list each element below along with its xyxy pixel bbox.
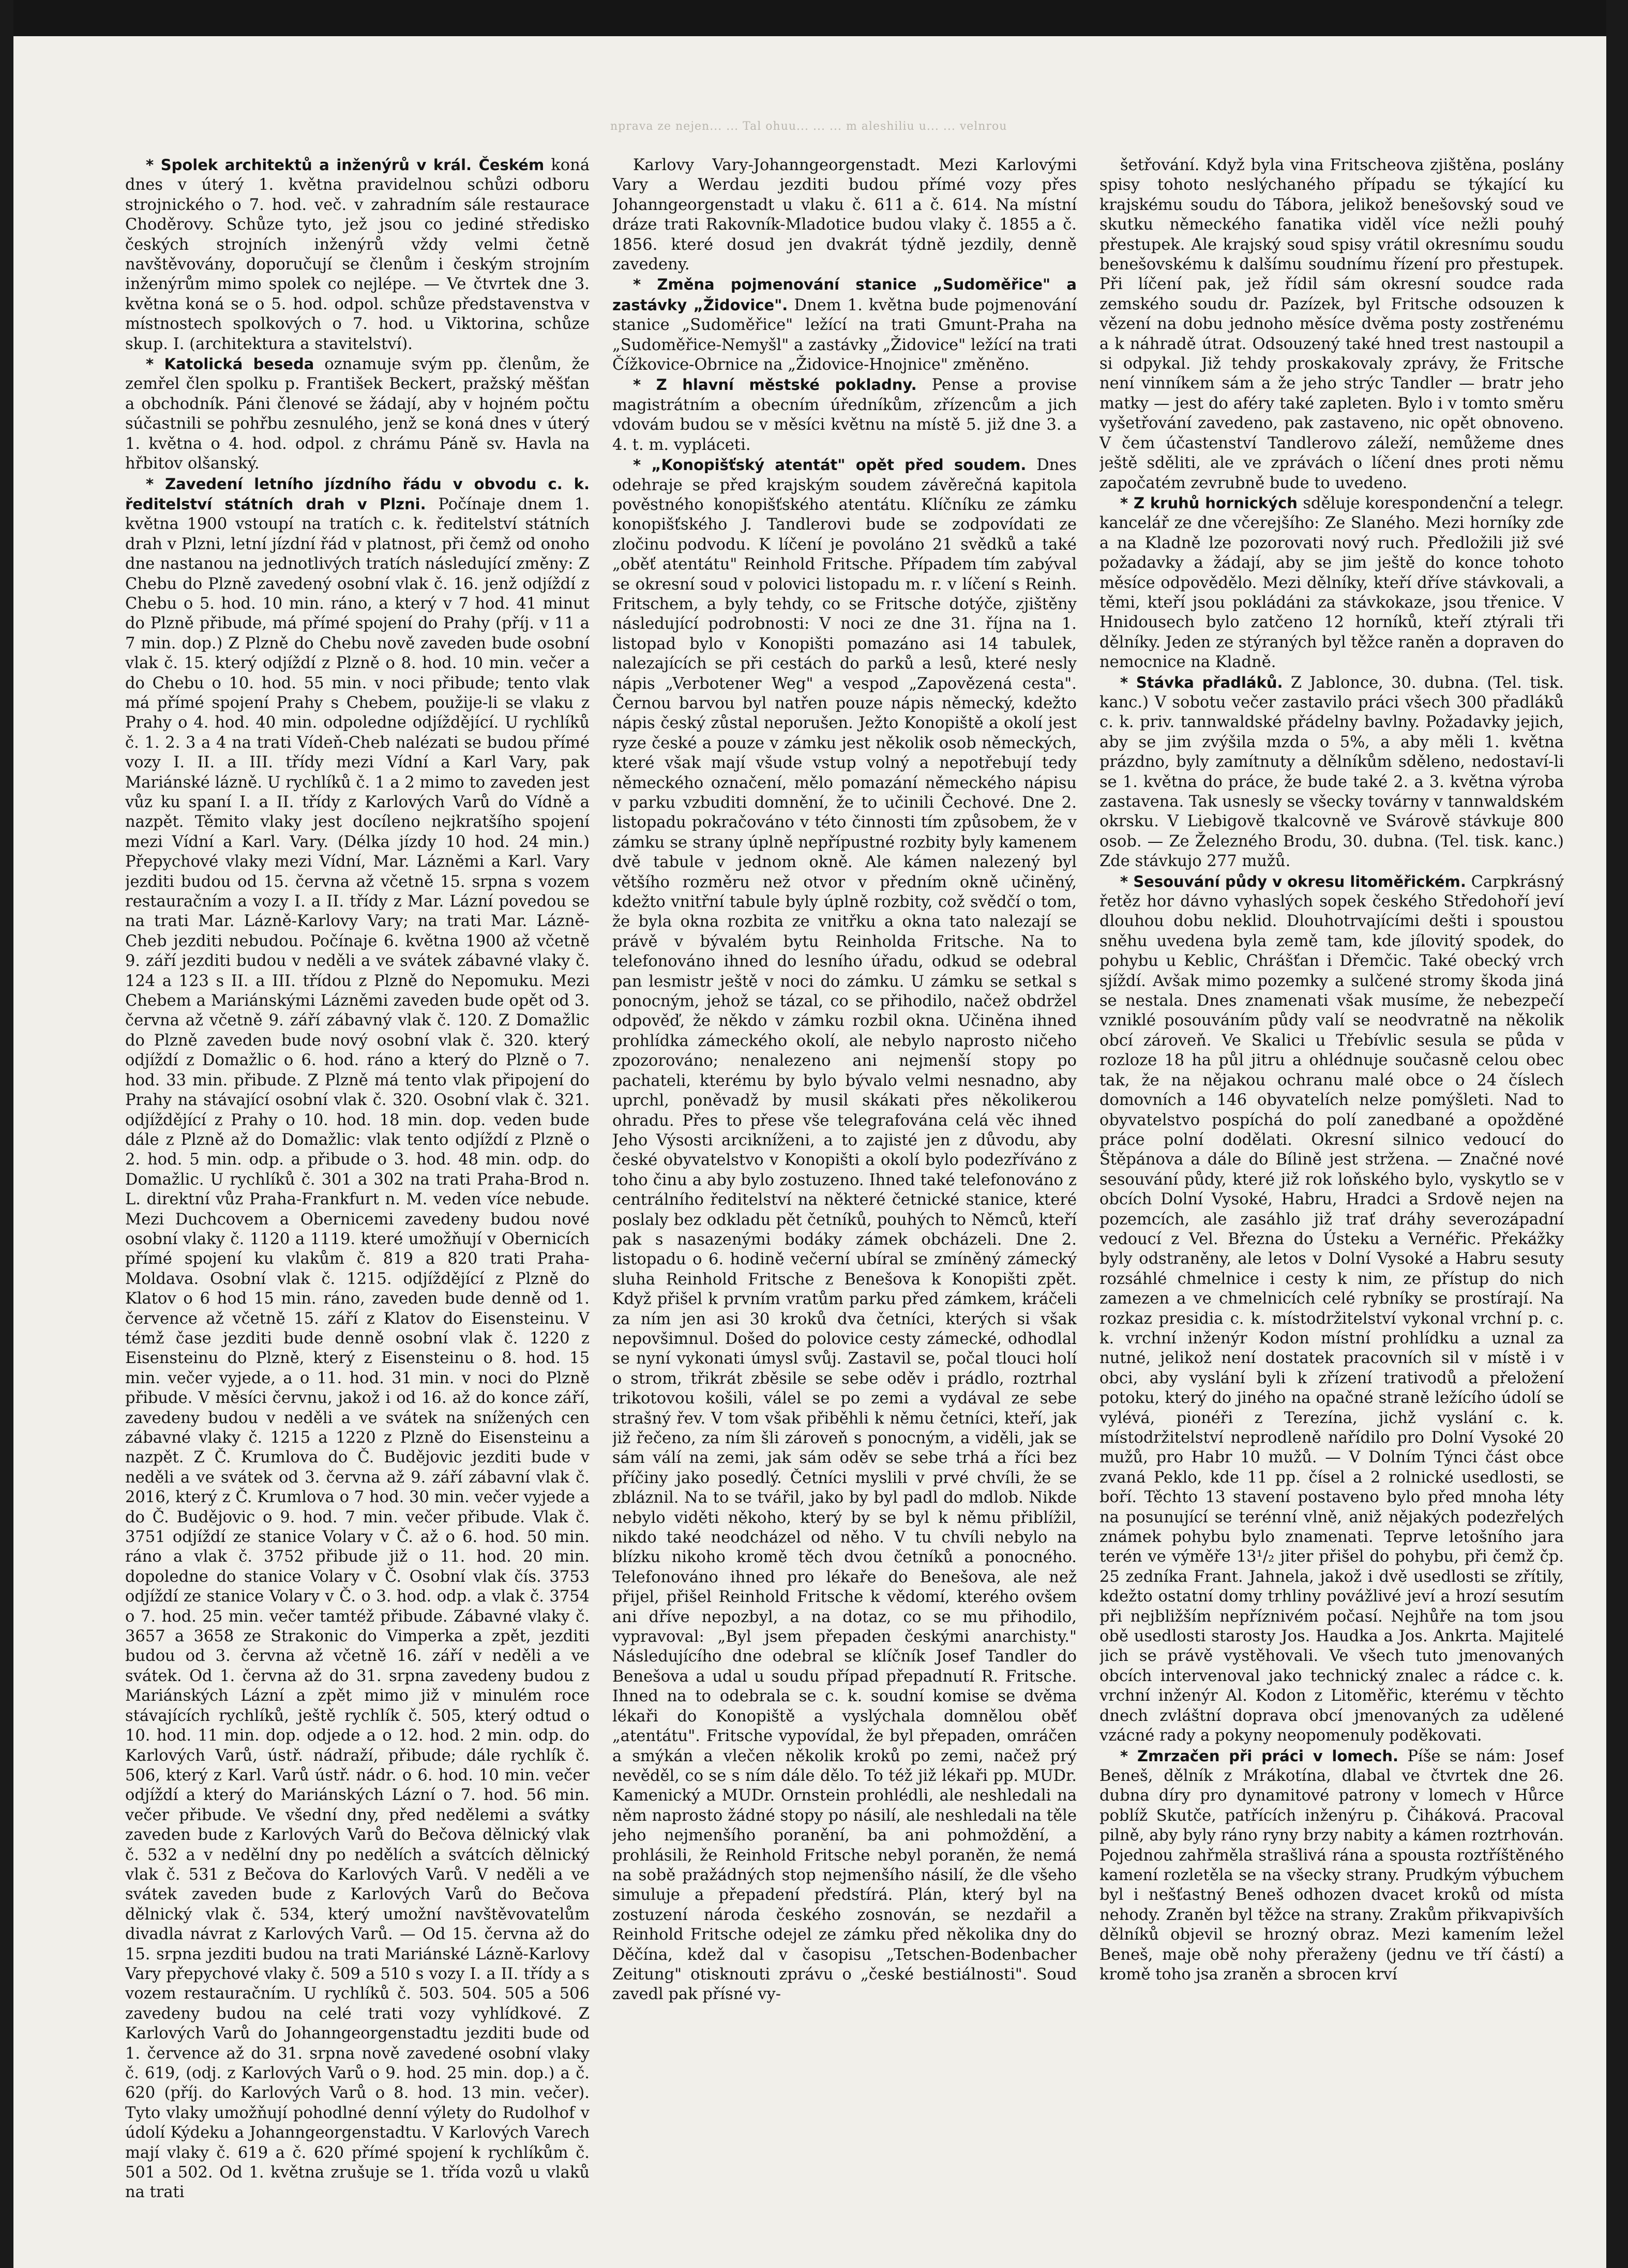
article-landslide — [1099, 872, 1564, 1746]
article-body: oznamuje svým pp. členům, že zemřel člen spolku p. František Beckert, pražský měšťan a obchodník. Páni členové se žádají, aby v hojném počtu súčastnili se pohřbu zesnulého, jenž se koná dnes v úterý 1. května o 4. hod. odpol. z chrámu Páně sv. Havla na hřbitov olšanský. — [125, 355, 590, 473]
article-heading: * Sesouvání půdy v okresu litoměřickém. — [1120, 872, 1466, 890]
article-body: šetřování. Když byla vina Fritscheova zjištěna, poslány spisy tohoto neslýchaného případu se týkající ku krajskému soudu do Tábora, jelikož benešovský soud ve skutku německého fanatika viděl více nežli pouhý přestupek. Ale krajský soud spisy vrátil okresnímu soudu benešovskému k dalšímu soudnímu řízení pro přestupek. Při líčení pak, jež řídil sám okresní soudce rada zemského soudu dr. Pazízek, byl Fritsche odsouzen k vězení na dobu jednoho měsíce dvěma posty zostřenému a k náhradě útrat. Odsouzený také hned trest nastoupil a si odpykal. Již tehdy proskakovaly zprávy, že Fritsche není vinníkem sám a že jeho strýc Tandler — bratr jeho matky — jest do aféry také zapleten. Bylo i v tomto směru vyšetřování zavedeno, pak zastaveno, nic opět obnoveno. V čem účastenství Tandlerovo záleží, nemůžeme dnes ještě sděliti, ale ve zprávách o líčení dnes proti němu započatém zevrubně bude to uvedeno. — [1099, 156, 1564, 492]
article-heading: * Změna pojmenování stanice „Sudoměřice" a zastávky „Židovice". — [612, 276, 1077, 314]
article-body: Pense a provise magistrátním a obecním úředníkům, zřízencům a jich vdovám budou se v měsíci květnu na místě 5. již dne 3. a 4. t. m. vypláceti. — [612, 376, 1077, 454]
article-miners — [1099, 493, 1564, 673]
scan-border-right — [1606, 0, 1628, 2268]
article-heading: * Zavedení letního jízdního řádu v obvodu c. k. ředitelství státních drah v Plzni. — [125, 475, 590, 513]
column-2 — [612, 155, 1077, 2255]
article-heading: * Z kruhů hornických — [1120, 494, 1298, 512]
article-heading: * „Konopišťský atentát" opět před soudem. — [633, 456, 1027, 474]
article-heading: * Katolická beseda — [146, 355, 314, 373]
article-heading: * Spolek architektů a inženýrů v král. Českém — [146, 156, 545, 174]
article-body: Počínaje dnem 1. května 1900 vstoupí na tratích c. k. ředitelství státních drah v Plzni, letní jízdní řád v platnost, při čemž od onoho dne nastanou na jednotlivých tratích následující změny: Z Chebu do Plzně zavedený osobní vlak č. 16. jenž odjíždí z Chebu o 5. hod. 10 min. ráno, a který v 7 hod. 41 minut do Plzně přibude, má přímé spojení do Prahy (příj. v 11 a 7 min. dop.) Z Plzně do Chebu nově zaveden bude osobní vlak č. 15. který odjíždí z Plzně o 8. hod. 10 min. večer a do Chebu o 10. hod. 55 min. v noci přibude; tento vlak má přímé spojení Prahy s Chebem, použije-li se vlaku z Prahy o 4. hod. 40 min. odpoledne odjíždějící. U rychlíků č. 1. 2. 3 a 4 na trati Vídeň-Cheb nalézati se budou přímé vozy I. II. a III. třídy mezi Vídní a Karl Vary, pak Mariánské lázně. U rychlíků č. 1 a 2 mimo to zaveden jest vůz ku spaní I. a II. třídy z Karlových Varů do Vídně a nazpět. Těmito vlaky jest docíleno nejkratšího spojení mezi Vídní a Karl. Vary. (Délka jízdy 10 hod. 24 min.) Přepychové vlaky mezi Vídní, Mar. Lázněmi a Karl. Vary jezditi budou od 15. června až včetně 15. srpna s vozem restauračním a vozy I. a II. třídy z Mar. Lázní povedou se na trati Mar. Lázně-Karlovy Vary; na trati Mar. Lázně-Cheb jezditi nebudou. Počínaje 6. května 1900 až včetně 9. září jezditi budou v neděli a ve svátek zábavné vlaky č. 124 a 123 s II. a III. třídou z Plzně do Nepomuku. Mezi Chebem a Mariánskými Lázněmi zaveden bude opět od 3. června až včetně 9. září zábavný vlak č. 120. Z Domažlic do Plzně zaveden bude nový osobní vlak č. 320. který odjíždí z Domažlic o 6. hod. ráno a který do Plzně o 7. hod. 33 min. přibude. Z Plzně má tento vlak připojení do Prahy na stávající osobní vlak č. 320. Osobní vlak č. 321. odjíždějící z Prahy o 10. hod. 18 min. dop. veden bude dále z Plzně až do Domažlic: vlak tento odjíždí z Plzně o 2. hod. 5 min. odp. a přibude o 3. hod. 48 min. odp. do Domažlic. U rychlíků č. 301 a 302 na trati Praha-Brod n. L. direktní vůz Praha-Frankfurt n. M. veden více nebude. Mezi Duchcovem a Obernicemi zavedeny budou nové osobní vlaky č. 1120 a 1119. které umožňují v Obernicích přímé spojení ku vlakům č. 819 a 820 trati Praha-Moldava. Osobní vlak č. 1215. odjíždějící z Plzně do Klatov o 6 hod 15 min. ráno, zaveden bude denně od 1. července až včetně 15. září z Klatov do Eisensteinu. V témž čase jezditi bude denně osobní vlak č. 1220 z Eisensteinu do Plzně, který z Eisensteinu o 8. hod. 15 min. večer vyjede, a o 11. hod. 31 min. v noci do Plzně přibude. V měsíci červnu, jakož i od 16. až do konce září, zavedeny budou v neděli a ve svátek na snížených cen zábavné vlaky č. 1215 a 1220 z Plzně do Eisensteinu a nazpět. Z Č. Krumlova do Č. Budějovic jezditi bude v neděli a ve svátek od 3. června až 9. září zábavní vlak č. 2016, který z Č. Krumlova o 7 hod. 30 min. večer vyjede a do Č. Budějovic o 9. hod. 7 min. večer přibude. Vlak č. 3751 odjíždí ze stanice Volary v Č. až o 6. hod. 50 min. ráno a vlak č. 3752 přibude již o 11. hod. 20 min. dopoledne do stanice Volary v Č. Osobní vlak čís. 3753 odjíždí ze stanice Volary v Č. o 3. hod. odp. a vlak č. 3754 o 7. hod. 25 min. večer tamtéž přibude. Zábavné vlaky č. 3657 a 3658 ze Strakonic do Vimperka a zpět, jezditi budou od 3. června až včetně 16. září v neděli a ve svátek. Od 1. června až do 31. srpna zavedeny budou z Mariánských Lázní a zpět mimo již v minulém roce stávajících rychlíků, ještě rychlík č. 505, který odtud o 10. hod. 11 min. dop. odjede a o 12. hod. 2 min. odp. do Karlových Varů, ústř. nádraží, přibude; dále rychlík č. 506, který z Karl. Varů ústř. nádr. o 6. hod. 10 min. večer odjíždí a který do Mariánských Lázní o 7. hod. 56 min. večer přibude. Ve všední dny, před nedělemi a svátky zaveden bude z Karlových Varů do Bečova dělnický vlak č. 532 a v nedělní dny po nedělích a svátcích dělnický vlak č. 531 z Bečova do Karlových Varů. V neděli a ve svátek zaveden bude z Karlových Varů do Bečova dělnický vlak č. 534, který umožní navštěvovatelům divadla návrat z Karlových Varů. — Od 15. června až do 15. srpna jezditi budou na trati Mariánské Lázně-Karlovy Vary přepychové vlaky č. 509 a 510 s vozy I. a II. třídy a s vozem restauračním. U rychlíků č. 503. 504. 505 a 506 zavedeny budou na celé trati vozy vyhlídkové. Z Karlových Varů do Johanngeorgenstadtu jezditi bude od 1. července až do 31. srpna nově zavedené osobní vlaky č. 619, (odj. z Karlových Varů o 9. hod. 25 min. dop.) a č. 620 (příj. do Karlových Varů o 8. hod. 13 min. večer). Tyto vlaky umožňují pohodlné denní výlety do Rudolhof v údolí Kýdeku a Johanngeorgenstadtu. V Karlových Varech mají vlaky č. 619 a č. 620 přímé spojení k rychlíkům č. 501 a 502. Od 1. května zrušuje se 1. třída vozů u vlaků na trati — [125, 495, 590, 2202]
column-1 — [125, 155, 590, 2255]
article-body: Karlovy Vary-Johanngeorgenstadt. Mezi Karlovými Vary a Werdau jezditi budou přímé vozy přes Johanngeorgenstadt u vlaku č. 611 a č. 614. Na místní dráze trati Rakovník-Mladotice budou vlaky č. 1855 a č. 1856. které dosud jen dvakrát týdně jezdily, denně zavedeny. — [612, 156, 1077, 274]
article-architects — [125, 155, 590, 354]
article-body: Dnes odehraje se před krajským soudem závěrečná kapitola pověstného konopišťského atentátu. Klíčníku ze zámku konopišťského J. Tandlerovi bude se zodpovídati ze zločinu podvodu. K líčení je povoláno 21 svědků a také „oběť atentátu" Reinhold Fritsche. Případem tím zabýval se okresní soud v polovici listopadu m. r. v líčení s Reinh. Fritschem, a byly tehdy, co se Fritsche dotýče, zjištěny následující podrobnosti: V noci ze dne 31. října na 1. listopad bylo v Konopišti pomazáno asi 14 tabulek, nalezajících se při cestách do parků a lesů, které nesly nápis „Verbotener Weg" a vespod „Zapovězená cesta". Černou barvou byl natřen pouze nápis německý, kdežto nápis český zůstal neporušen. Ježto Konopiště a okolí jest ryze české a pouze v zámku jest několik osob německých, které však mají všude vstup volný a nepotřebují tedy německého označení, mělo pomazání německého nápisu v parku vzbuditi domnění, že to učinili Čechové. Dne 2. listopadu pokračováno v této činnosti tím způsobem, že v zámku se strany úplně nepřípustné rozbity byly kamenem dvě tabule v jednom okně. Ale kámen nalezený byl většího rozměru než otvor v předním okně učiněný, kdežto vnitřní tabule byly úplně rozbity, což svědčí o tom, že byla okna rozbita ze vnitřku a okna tato nalezají se právě v bývalém bytu Reinholda Fritsche. Na to telefonováno ihned do lesního úřadu, odkud se odebral pan lesmistr ještě v noci do zámku. U zámku se setkal s ponocným, jehož se tázal, co se přihodilo, načež obdržel odpověď, že někdo v zámku rozbil okna. Učiněna ihned prohlídka zámeckého okolí, ale nebylo naprosto ničeho zpozorováno; nenalezeno ani nejmenší stopy po pachateli, kterému by bylo bývalo velmi nesnadno, aby uprchl, poněvadž by musil skákati přes několikerou ohradu. Přes to přese vše telegrafována celá věc ihned Jeho Výsosti arcikníženi, a to zajisté jen z důvodu, aby české obyvatelstvo v Konopišti a okolí bylo podezříváno z toho činu a aby bylo zostuzeno. Ihned také telefonováno z centrálního ředitelství na některé četnické stanice, které poslaly bez odkladu pět četníků, pouhých to Němců, kteří pak s nasazenými bodáky zámek obcházeli. Dne 2. listopadu o 6. hodině večerní ubíral se zmíněný zámecký sluha Reinhold Fritsche z Benešova k Konopišti zpět. Když přišel k prvním vratům parku před zámkem, kráčeli za ním jen asi 30 kroků dva četníci, kterých si však nepovšimnul. Došed do polovice cesty zámecké, odhodlal se nyní vykonati úmysl svůj. Zastavil se, počal tlouci holí o strom, třikrát zběsile se sebe oděv i prádlo, roztrhal trikotovou košili, válel se po zemi a vydával ze sebe strašný řev. V tom však přiběhli k němu četníci, kteří, jak již řečeno, za ním šli zároveň s ponocným, a viděli, jak se sám válí na zemi, jak sám oděv se sebe trhá a říci bez příčiny jako posedlý. Četníci myslili v prvé chvíli, že se zbláznil. Na to se tvářil, jako by byl padl do mdlob. Nikde nebylo viděti někoho, který by se byl k němu přiblížil, nikdo také neodcházel od něho. V tu chvíli nebylo na blízku nikoho kromě těch dvou četníků a ponocného. Telefonováno ihned pro lékaře do Benešova, ale než přijel, přišel Reinhold Fritsche k vědomí, kterého ovšem ani dříve nepozbyl, a na dotaz, co se mu přihodilo, vypravoval: „Byl jsem přepaden českými anarchisty." Následujícího dne odebral se klíčník Josef Tandler do Benešova a udal u soudu případ přepadnutí R. Fritsche. Ihned na to odebrala se c. k. soudní komise se dvěma lékaři do Konopiště a vyslýchala domnělou oběť „atentátu". Fritsche vypovídal, že byl přepaden, omráčen a smýkán a vlečen několik kroků po zemi, načež prý nevěděl, co se s ním dále dělo. To též již lékaři pp. MUDr. Kamenický a MUDr. Ornstein prohlédli, ale neshledali na něm naprosto žádné stopy po násilí, ale neshledali na těle jeho nejmenšího poranění, ba ani pohmoždění, a prohlásili, že Reinhold Fritsche nebyl poraněn, že nemá na sobě pražádných stop nejmenšího násilí, že dle všeho simuluje a přepadení předstírá. Plán, který byl na zostuzení národa českého zosnován, se nezdařil a Reinhold Fritsche odejel ze zámku před několika dny do Děčína, kdež dal v časopisu „Tetschen-Bodenbacher Zeitung" otisknouti zprávu o „české bestiálnosti". Soud zavedl pak přísné vy- — [612, 456, 1077, 2004]
article-konopiste — [612, 455, 1077, 2005]
bleed-through-text: nprava ze nejen... ... Tal ohuu... ... ... m aleshiliu u... ... velnrou — [610, 120, 1007, 133]
article-treasury — [612, 375, 1077, 455]
article-catholic-club — [125, 354, 590, 474]
article-body: Z Jablonce, 30. dubna. (Tel. tisk. kanc.) V sobotu večer zastavilo práci všech 300 přadláků c. k. priv. tannwaldské přádelny bavlny. Požadavky jejich, aby se jim zvýšila mzda o 5%, a aby měli 1. května prázdno, byly zamítnuty a dělníkům sděleno, nedostaví-li se 1. května do práce, že bude také 2. a 3. května výroba zastavena. Tak usnesly se všecky továrny v tannwaldském okrsku. V Liebigově tkalcovně ve Svárově stávkuje 800 osob. — Ze Železného Brodu, 30. dubna. (Tel. tisk. kanc.) Zde stávkujo 277 mužů. — [1099, 673, 1564, 871]
article-station-rename — [612, 275, 1077, 375]
article-body: Píše se nám: Josef Beneš, dělník z Mrákotína, dlabal ve čtvrtek dne 26. dubna díry pro dynamitové patrony v lomech v Hůrce poblíž Skutče, patřících inženýru p. Čiháková. Pracoval pilně, aby byly ráno ryny brzy nabity a kámen roztrhován. Pojednou zahřměla strašlivá rána a spousta roztříštěného kamení rozletěla se na všecky strany. Prudkým výbuchem byl i nešťastný Beneš odhozen dvacet kroků od místa nehody. Zraněn byl těžce na strany. Zrakům přikvapivších dělníků objevil se hrozný obraz. Mezi kamením ležel Beneš, maje obě nohy přeraženy (jednu ve tří částí) a kromě toho jsa zraněn a sbrocen krví — [1099, 1747, 1564, 1984]
article-body: Dnem 1. května bude pojmenování stanice „Sudoměřice" ležící na trati Gmunt-Praha na „Sudoměřice-Nemyšl" a zastávky „Židovice" ležící na trati Čížkovice-Obrnice na „Židovice-Hnojnice" změněno. — [612, 296, 1077, 374]
article-heading: * Z hlavní městské pokladny. — [633, 376, 917, 394]
article-timetable-cont — [612, 155, 1077, 275]
article-body: Carpkrásný řetěz hor dávno vyhaslých sopek českého Středohoří jeví dlouhou dobu neklid. Dlouhotrvajícími dešti i spoustou sněhu uvedena byla země tam, kde jílovitý spodek, do pohybu u Keblic, Chrášťan i Dřemčic. Také obecký vrch sjíždí. Avšak mimo pozemky a sulčené stromy škoda jiná se nestala. Dnes znamenati však musíme, že nebezpečí vzniklé posouváním půdy valí se neodvratně na několik obcí zároveň. Ve Skalici u Třebívlic sesula se půda v rozloze 18 ha půl jitru a ohlédnuje současně celou obec tak, že na nějakou ochranu malé obce o 24 číslech domovních a 146 obyvatelích nelze pomýšleti. Nad to obyvatelstvo pospíchá do polí zanedbané a opožděné práce polní dodělati. Okresní silnico vedoucí do Štěpánova a dále do Bílině jest stržena. — Značné nové sesouvání půdy, které již rok loňského bylo, vyskytlo se v obcích Dolní Vysoké, Habru, Hradci a Srdově nejen na pozemcích, ale zasáhlo již trať dráhy severozápadní vedoucí z Vel. Března do Ústeku a Vernéřic. Překážky byly odstraněny, ale letos v Dolní Vysoké a Habru sesuty rozsáhlé chmelnice i cesty k nim, ze přístup do nich zamezen a ve chmelnicích celé rybníky se prostírají. Na rozkaz presidia c. k. místodržitelství vykonal vrchní p. c. k. vrchní inženýr Kodon místní prohlídku a uznal za nutné, jelikož není dostatek pracovních sil v místě i v obci, aby vyslání byli k zřízení trativodů a přeložení potoku, který do jiného na opačné straně ležícího údolí se vylévá, pionéři z Terezína, jichž vyslání c. k. místodržitelství neprodleně nařídilo pro Dolní Vysoké 20 mužů, pro Habr 10 mužů. — V Dolním Týnci část obce zvaná Peklo, kde 11 pp. čísel a 2 rolnické usedlosti, se boří. Těchto 13 stavení postaveno bylo před mnoha léty na posunující se terénní vlně, aniž nějakých podezřelých známek pohybu bylo znamenati. Teprve letošního jara terén ve výměře 13¹/₂ jiter přišel do pohybu, při čemž čp. 25 zedníka Frant. Jahnela, jakož i dvě usedlosti se zřítily, kdežto ostatní domy trhliny povážlivé jeví a hrozí sesutím při nejbližším nepříznivém počasí. Nejhůře na tom jsou obě usedlosti starosty Jos. Haudka a Jos. Ankrta. Majitelé jich se právě vystěhovali. Ve všech tuto jmenovaných obcích intervenoval jako technický znalec a rádce c. k. vrchní inženýr Al. Kodon z Litoměřic, kterému v těchto dnech zvláštní doprava obcí jmenovaných za udělené vzácné rady a pokyny neopomenuly poděkovati. — [1099, 872, 1564, 1745]
article-konopiste-cont — [1099, 155, 1564, 493]
column-3 — [1099, 155, 1564, 2255]
article-quarry-accident — [1099, 1746, 1564, 1985]
article-body: sděluje korespondenční a telegr. kancelář ze dne včerejšího: Ze Slaného. Mezi horníky zde a na Kladně lze pozorovati nový ruch. Předložili již své požadavky a žádají, aby se jim ještě do konce tohoto měsíce odpovědělo. Mezi dělníky, kteří dříve stávkovali, a těmi, kteří jsou pokládáni za stávkokaze, jsou třenice. V Hnidousech bylo zatčeno 12 horníků, kteří ztýrali tři dělníky. Jeden ze stýraných byl těžce raněn a dopraven do nemocnice na Kladně. — [1099, 494, 1564, 672]
article-spinners-strike — [1099, 673, 1564, 872]
article-heading: * Zmrzačen při práci v lomech. — [1120, 1747, 1399, 1765]
article-heading: * Stávka přadláků. — [1120, 673, 1283, 691]
article-body: koná dnes v úterý 1. května pravidelnou schůzi odboru strojnického o 7. hod. več. v zahradním sále restaurace Choděrovy. Schůze tyto, jež jsou co jediné středisko českých strojních inženýrů vždy velmi četně navštěvovány, doporučují se členům i českým strojním inženýrům mimo spolek co nejlépe. — Ve čtvrtek dne 3. května koná se o 5. hod. odpol. schůze představenstva v místnostech spolkových o 7. hod. u Viktorina, schůze skup. I. (architektura a stavitelství). — [125, 156, 590, 353]
scan-border-top — [0, 0, 1628, 36]
article-timetable — [125, 474, 590, 2203]
scan-border-left — [0, 0, 13, 2268]
